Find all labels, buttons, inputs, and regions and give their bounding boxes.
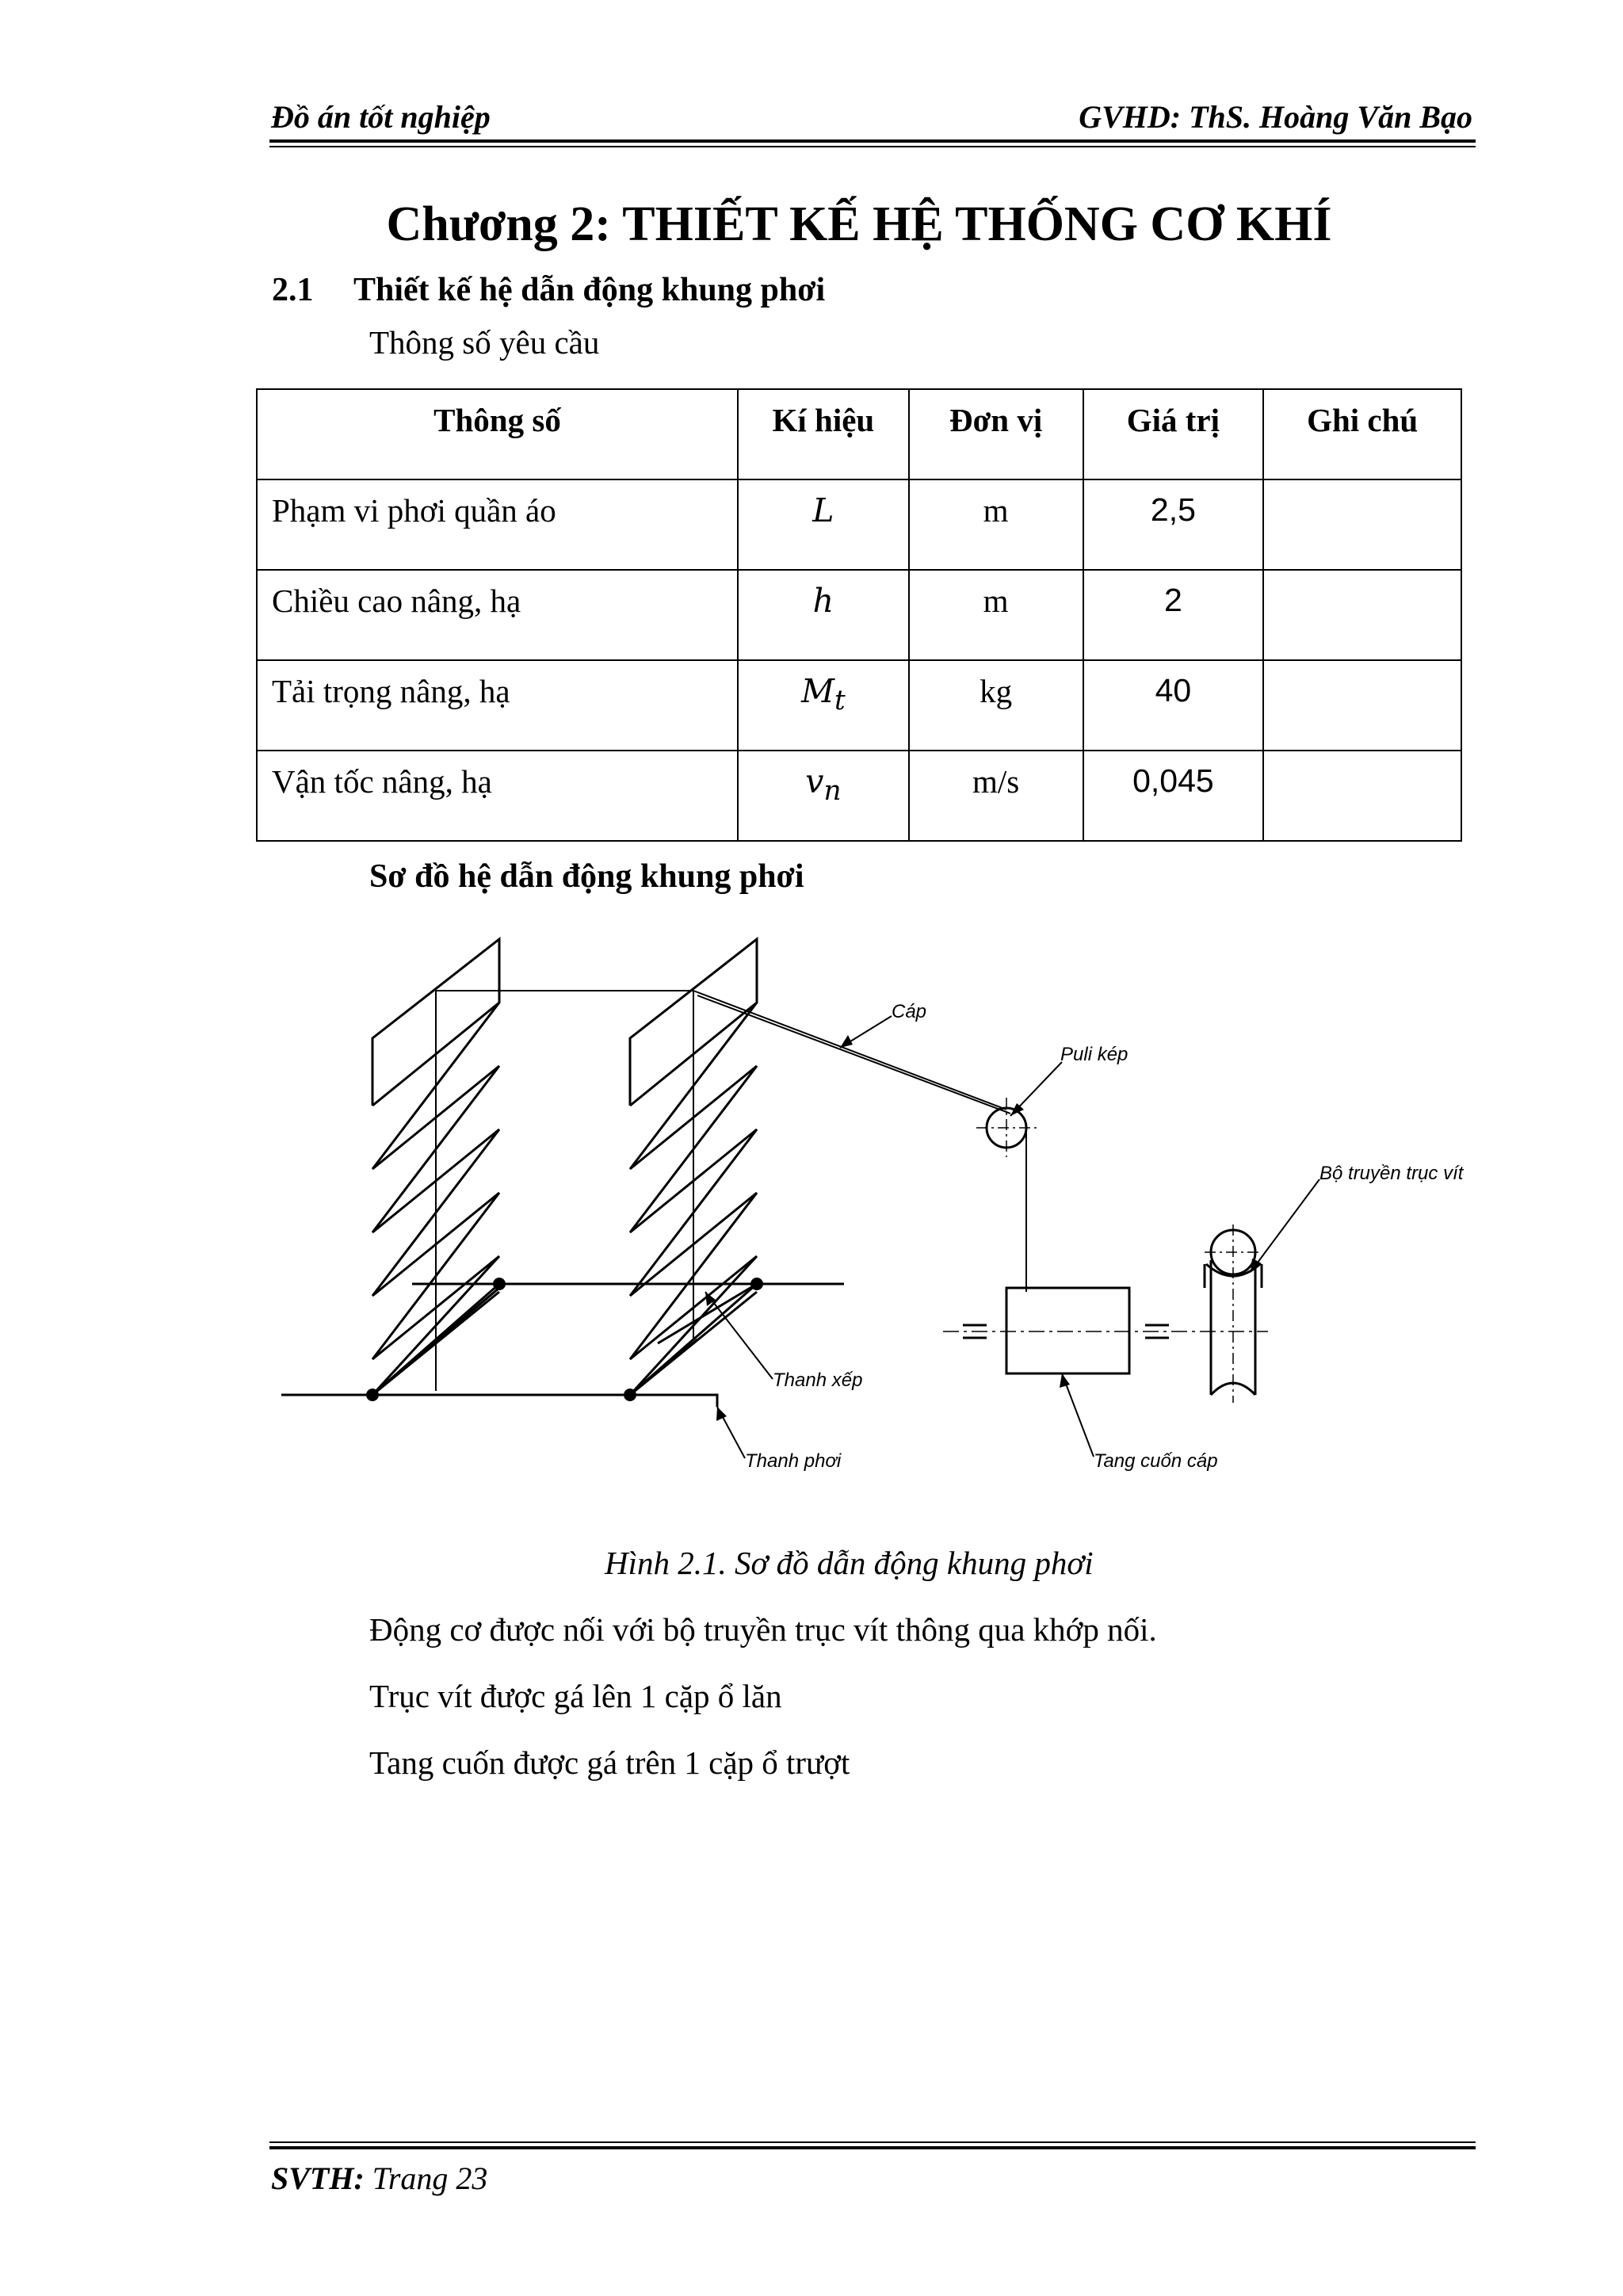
- param-cell: Tải trọng nâng, hạ: [257, 660, 738, 751]
- header-cell: Kí hiệu: [738, 389, 909, 479]
- table-row: [257, 570, 1461, 660]
- joint-dot: [750, 1278, 763, 1290]
- note-cell: [1263, 751, 1461, 841]
- header-right: GVHD: ThS. Hoàng Văn Bạo: [1079, 99, 1472, 135]
- spec-table: [256, 388, 1462, 842]
- value-cell: 0,045: [1083, 751, 1264, 841]
- figure-caption: Hình 2.1. Sơ đồ dẫn động khung phơi: [605, 1545, 1094, 1581]
- table-header-row: [257, 389, 1461, 479]
- footer-label: SVTH:: [271, 2160, 365, 2196]
- unit-cell: m: [909, 570, 1083, 660]
- section-number: 2.1: [272, 272, 314, 308]
- section-title: Thiết kế hệ dẫn động khung phơi: [353, 272, 826, 308]
- note-cell: [1263, 660, 1461, 751]
- paragraph: Động cơ được nối với bộ truyền trục vít thông qua khớp nối.: [369, 1611, 1157, 1648]
- header-left: Đồ án tốt nghiệp: [271, 99, 491, 135]
- symbol: h: [812, 582, 834, 620]
- subtitle: Thông số yêu cầu: [369, 324, 600, 361]
- header-cell: Đơn vị: [909, 389, 1083, 479]
- cable-line: [693, 991, 1006, 1110]
- label-cable-drum: Tang cuốn cáp: [1094, 1450, 1218, 1472]
- param-cell: Phạm vi phơi quần áo: [257, 479, 738, 570]
- table-row: [257, 751, 1461, 841]
- param-cell: Chiều cao nâng, hạ: [257, 570, 738, 660]
- chapter-title: Chương 2: THIẾT KẾ HỆ THỐNG CƠ KHÍ: [386, 197, 1332, 251]
- section-heading: [272, 271, 825, 309]
- cable-drum: [1006, 1288, 1129, 1373]
- paragraph: Trục vít được gá lên 1 cặp ổ lăn: [369, 1678, 782, 1714]
- header-rule-thin: [269, 146, 1476, 147]
- table-row: [257, 660, 1461, 751]
- symbol: v: [805, 762, 824, 800]
- diagram-heading: Sơ đồ hệ dẫn động khung phơi: [369, 858, 804, 895]
- worm-gear-drive: [1205, 1224, 1262, 1403]
- page-number: Trang 23: [372, 2160, 488, 2196]
- symbol-subscript: t: [834, 685, 846, 717]
- unit-cell: m/s: [909, 751, 1083, 841]
- symbol: L: [812, 491, 834, 529]
- symbol-cell: [738, 660, 909, 751]
- label-worm-drive: Bộ truyền trục vít: [1319, 1163, 1464, 1184]
- value-cell: 2,5: [1083, 479, 1264, 570]
- unit-cell: m: [909, 479, 1083, 570]
- param-cell: Vận tốc nâng, hạ: [257, 751, 738, 841]
- label-double-pulley: Puli kép: [1060, 1044, 1128, 1065]
- label-drying-bar: Thanh phơi: [745, 1450, 842, 1472]
- header-cell: Thông số: [257, 389, 738, 479]
- footer-rule-thin: [269, 2141, 1476, 2143]
- symbol-cell: [738, 751, 909, 841]
- header-cell: Ghi chú: [1263, 389, 1461, 479]
- symbol: M: [801, 672, 834, 710]
- paragraph: Tang cuốn được gá trên 1 cặp ổ trượt: [369, 1744, 850, 1781]
- header-cell: Giá trị: [1083, 389, 1264, 479]
- footer-rule-thick: [269, 2146, 1476, 2149]
- note-cell: [1263, 479, 1461, 570]
- joint-dot: [366, 1389, 379, 1401]
- joint-dot: [624, 1389, 636, 1401]
- symbol-subscript: n: [823, 775, 842, 808]
- header-rule-thick: [269, 139, 1476, 143]
- value-cell: 40: [1083, 660, 1264, 751]
- symbol-cell: [738, 479, 909, 570]
- note-cell: [1263, 570, 1461, 660]
- drying-bar: [281, 1395, 717, 1407]
- label-cable: Cáp: [892, 1001, 927, 1022]
- symbol-cell: [738, 570, 909, 660]
- label-folding-bar: Thanh xếp: [773, 1370, 863, 1391]
- unit-cell: kg: [909, 660, 1083, 751]
- joint-dot: [493, 1278, 506, 1290]
- footer: [271, 2160, 487, 2197]
- drive-diagram: [0, 911, 1623, 1498]
- value-cell: 2: [1083, 570, 1264, 660]
- table-row: [257, 479, 1461, 570]
